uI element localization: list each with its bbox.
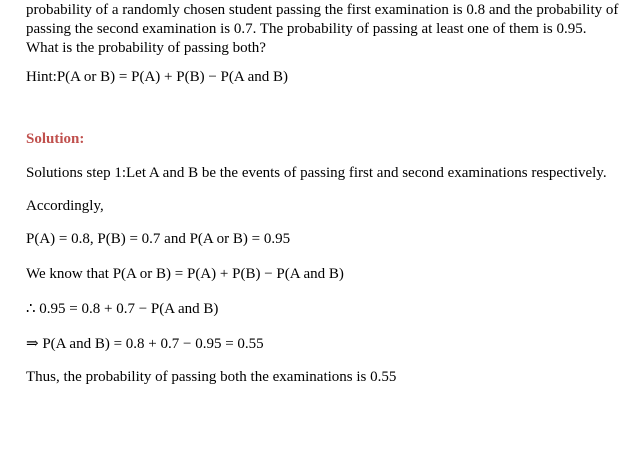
solution-heading: Solution: — [26, 131, 85, 147]
given-values: P(A) = 0.8, P(B) = 0.7 and P(A or B) = 0.95 — [26, 231, 291, 247]
hint-text: Hint:P(A or B) = P(A) + P(B) − P(A and B) — [26, 69, 289, 85]
question-text: probability of a randomly chosen student passing the first examination is 0.8 and the probability of passing the second examination is 0.7. The probability of passing at least one of them is 0.95. What is the probability of passing both? — [26, 2, 619, 56]
formula-statement: We know that P(A or B) = P(A) + P(B) − P(A and B) — [26, 266, 344, 282]
solution-step-accordingly: Accordingly, — [26, 198, 104, 214]
solution-step-1: Solutions step 1:Let A and B be the events of passing first and second examinations respectively. — [26, 165, 607, 181]
substitution-step: ∴ 0.95 = 0.8 + 0.7 − P(A and B) — [26, 301, 219, 317]
result-step: ⇒ P(A and B) = 0.8 + 0.7 − 0.95 = 0.55 — [26, 336, 264, 352]
conclusion-text: Thus, the probability of passing both the examinations is 0.55 — [26, 369, 397, 385]
